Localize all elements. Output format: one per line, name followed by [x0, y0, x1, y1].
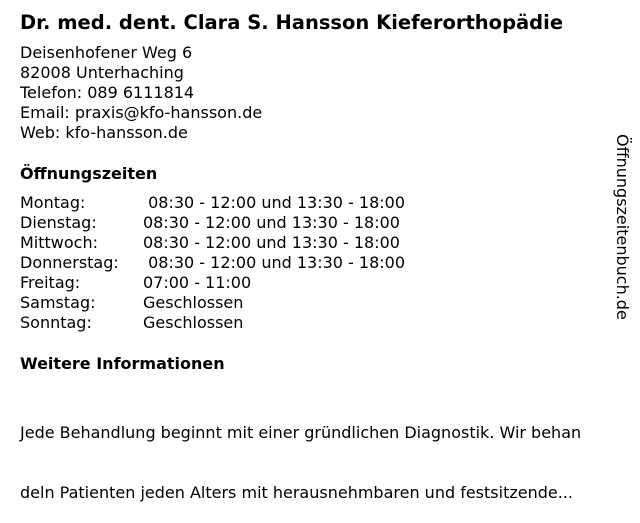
hours-row-saturday	[20, 293, 405, 313]
time-value: 08:30 - 12:00 und 13:30 - 18:00	[143, 213, 400, 232]
opening-hours-table	[20, 193, 405, 333]
hours-row-tuesday	[20, 213, 405, 233]
day-label: Mittwoch:	[20, 233, 98, 252]
day-label: Freitag:	[20, 273, 81, 292]
time-value: 08:30 - 12:00 und 13:30 - 18:00	[143, 233, 400, 252]
watermark-text: Öffnungszeitenbuch.de	[613, 134, 632, 320]
time-value: 08:30 - 12:00 und 13:30 - 18:00	[143, 253, 406, 272]
watermark	[611, 134, 637, 364]
day-label: Montag:	[20, 193, 86, 212]
day-label: Dienstag:	[20, 213, 97, 232]
info-line-2: deln Patienten jeden Alters mit herausnehmbaren und festsitzende...	[20, 483, 573, 502]
info-line-1: Jede Behandlung beginnt mit einer gründlichen Diagnostik. Wir behan	[20, 423, 582, 442]
street-address: Deisenhofener Weg 6	[20, 43, 193, 62]
day-label: Donnerstag:	[20, 253, 119, 272]
time-value: 08:30 - 12:00 und 13:30 - 18:00	[143, 193, 406, 212]
more-info-text	[20, 383, 620, 523]
time-value: Geschlossen	[143, 313, 244, 332]
time-value: 07:00 - 11:00	[143, 273, 252, 292]
hours-row-monday	[20, 193, 405, 213]
page-title: Dr. med. dent. Clara S. Hansson Kieferorthopädie	[20, 11, 564, 34]
city-address: 82008 Unterhaching	[20, 63, 184, 82]
email-address: Email: praxis@kfo-hansson.de	[20, 103, 263, 122]
day-label: Sonntag:	[20, 313, 92, 332]
day-label: Samstag:	[20, 293, 96, 312]
contact-block	[20, 43, 262, 143]
website: Web: kfo-hansson.de	[20, 123, 188, 142]
hours-row-thursday	[20, 253, 405, 273]
hours-row-wednesday	[20, 233, 405, 253]
opening-hours-heading: Öffnungszeiten	[20, 164, 158, 183]
hours-row-friday	[20, 273, 405, 293]
time-value: Geschlossen	[143, 293, 244, 312]
hours-row-sunday	[20, 313, 405, 333]
more-info-heading: Weitere Informationen	[20, 354, 225, 373]
phone-number: Telefon: 089 6111814	[20, 83, 195, 102]
